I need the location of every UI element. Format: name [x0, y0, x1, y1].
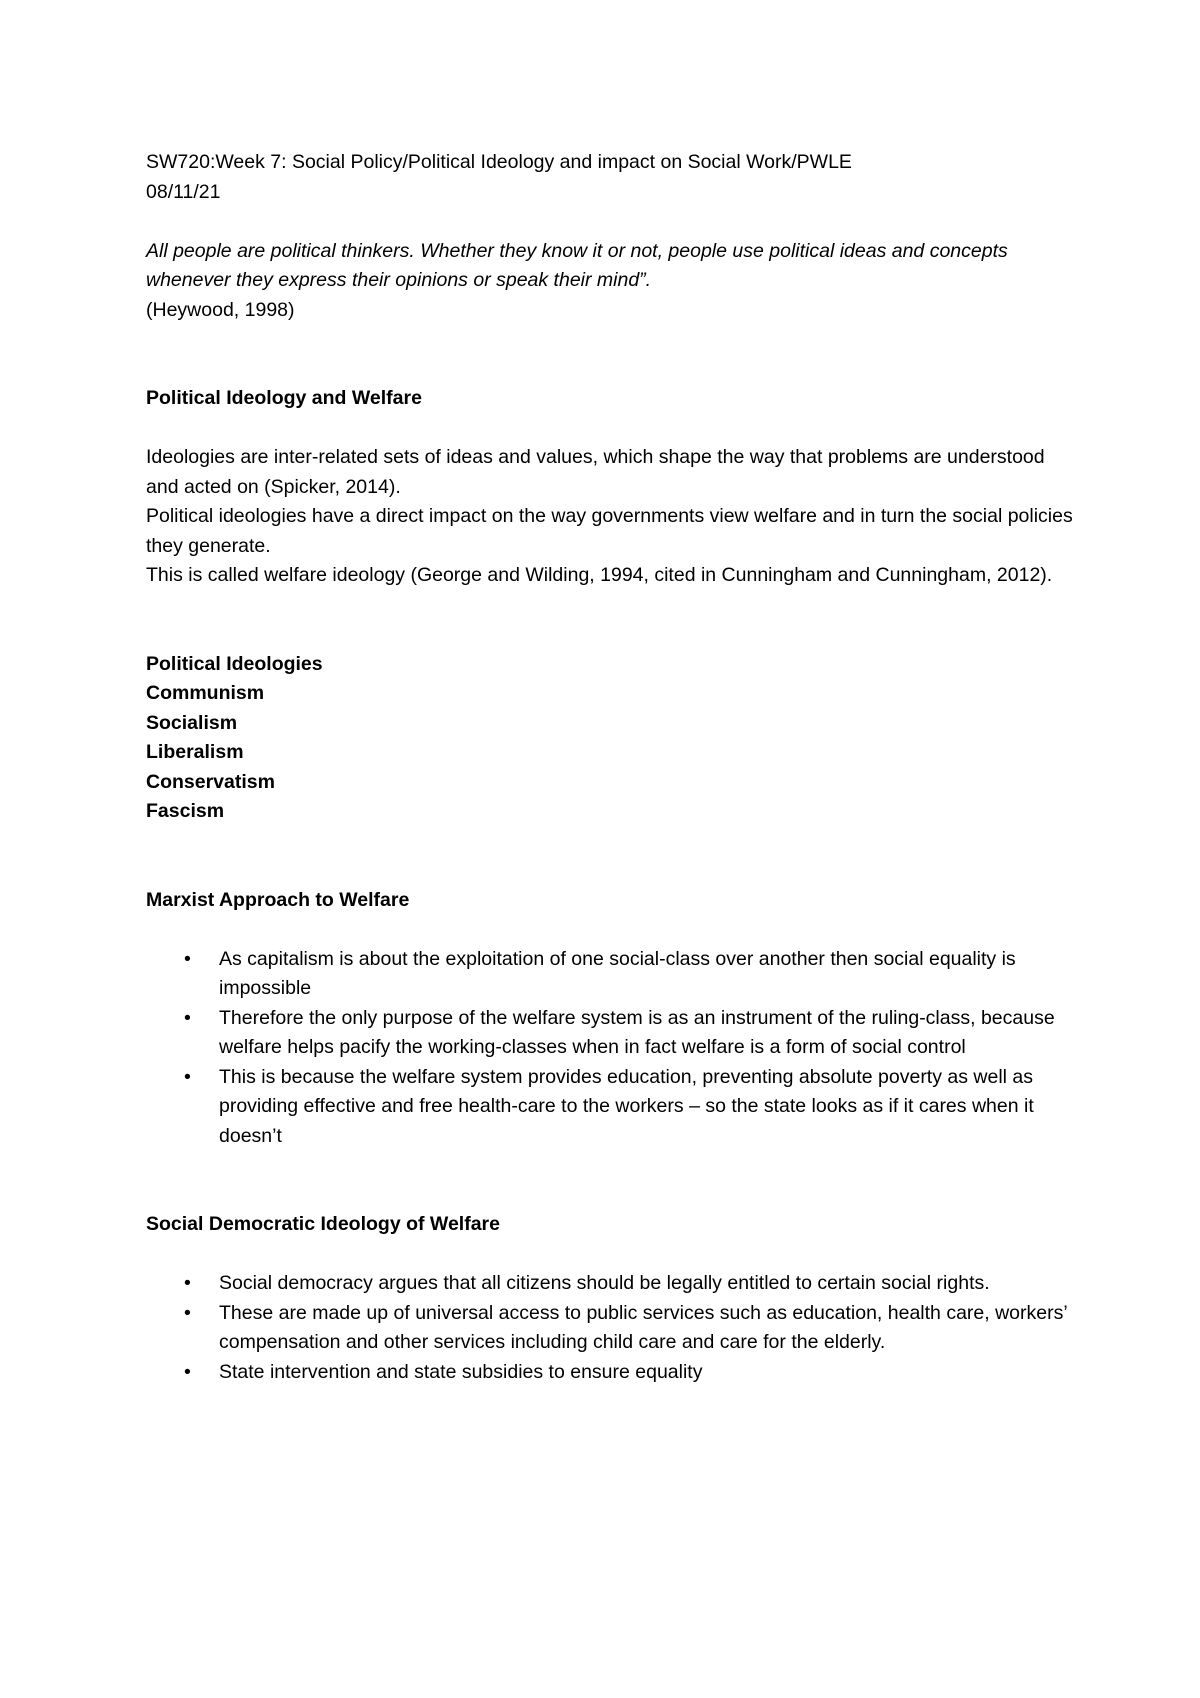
- bullet-icon: •: [184, 1272, 191, 1294]
- bullet-text: This is because the welfare system provides education, preventing absolute poverty as well as providing effective and free health-care to the workers – so the state looks as if it cares when it doesn’t: [219, 1065, 1034, 1147]
- ideology-item: Socialism: [146, 711, 238, 734]
- list-item: [146, 1358, 1076, 1388]
- heading-social-democratic: Social Democratic Ideology of Welfare: [146, 1213, 500, 1235]
- marxist-bullet-list: [146, 945, 1076, 1152]
- paragraph-political-ideologies-impact: Political ideologies have a direct impact on the way governments view welfare and in turn the social policies they generate.: [146, 505, 1073, 557]
- quote-citation: (Heywood, 1998): [146, 298, 295, 321]
- bullet-icon: •: [184, 1006, 191, 1029]
- bullet-text: State intervention and state subsidies to ensure equality: [219, 1360, 703, 1383]
- paragraph-ideologies-definition: Ideologies are inter-related sets of ideas and values, which shape the way that problems are understood and acted on (Spicker, 2014).: [146, 446, 1045, 498]
- ideology-item: Conservatism: [146, 770, 275, 793]
- bullet-icon: •: [184, 1360, 191, 1383]
- bullet-icon: •: [184, 947, 191, 970]
- bullet-text: These are made up of universal access to public services such as education, health care, workers’ compensation and other services including child care and care for the elderly.: [219, 1301, 1067, 1353]
- ideology-item: Communism: [146, 682, 265, 704]
- paragraph-welfare-ideology: This is called welfare ideology (George and Wilding, 1994, cited in Cunningham and Cunningham, 2012).: [146, 564, 1053, 586]
- bullet-text: Social democracy argues that all citizens should be legally entitled to certain social rights.: [219, 1272, 990, 1294]
- opening-quote: All people are political thinkers. Whether they know it or not, people use political ideas and concepts whenever they express their opinions or speak their mind”.: [146, 239, 1008, 291]
- bullet-icon: •: [184, 1301, 191, 1324]
- list-item: [146, 945, 1076, 1004]
- bullet-text: Therefore the only purpose of the welfare system is as an instrument of the ruling-class, because welfare helps pacify the working-classes when in fact welfare is a form of social control: [219, 1006, 1055, 1058]
- social-democratic-bullet-list: [146, 1269, 1076, 1387]
- list-item: [146, 1299, 1076, 1358]
- heading-political-ideologies: Political Ideologies: [146, 652, 323, 675]
- list-item: [146, 1269, 1076, 1299]
- ideology-item: Fascism: [146, 800, 225, 822]
- heading-marxist-approach: Marxist Approach to Welfare: [146, 888, 410, 911]
- bullet-icon: •: [184, 1065, 191, 1088]
- document-body: [146, 148, 1076, 1387]
- heading-political-ideology-welfare: Political Ideology and Welfare: [146, 387, 422, 409]
- list-item: [146, 1004, 1076, 1063]
- list-item: [146, 1063, 1076, 1152]
- ideology-item: Liberalism: [146, 741, 244, 763]
- bullet-text: As capitalism is about the exploitation of one social-class over another then social equality is impossible: [219, 947, 1016, 999]
- document-title: SW720:Week 7: Social Policy/Political Ideology and impact on Social Work/PWLE: [146, 151, 852, 173]
- document-date: 08/11/21: [146, 180, 221, 203]
